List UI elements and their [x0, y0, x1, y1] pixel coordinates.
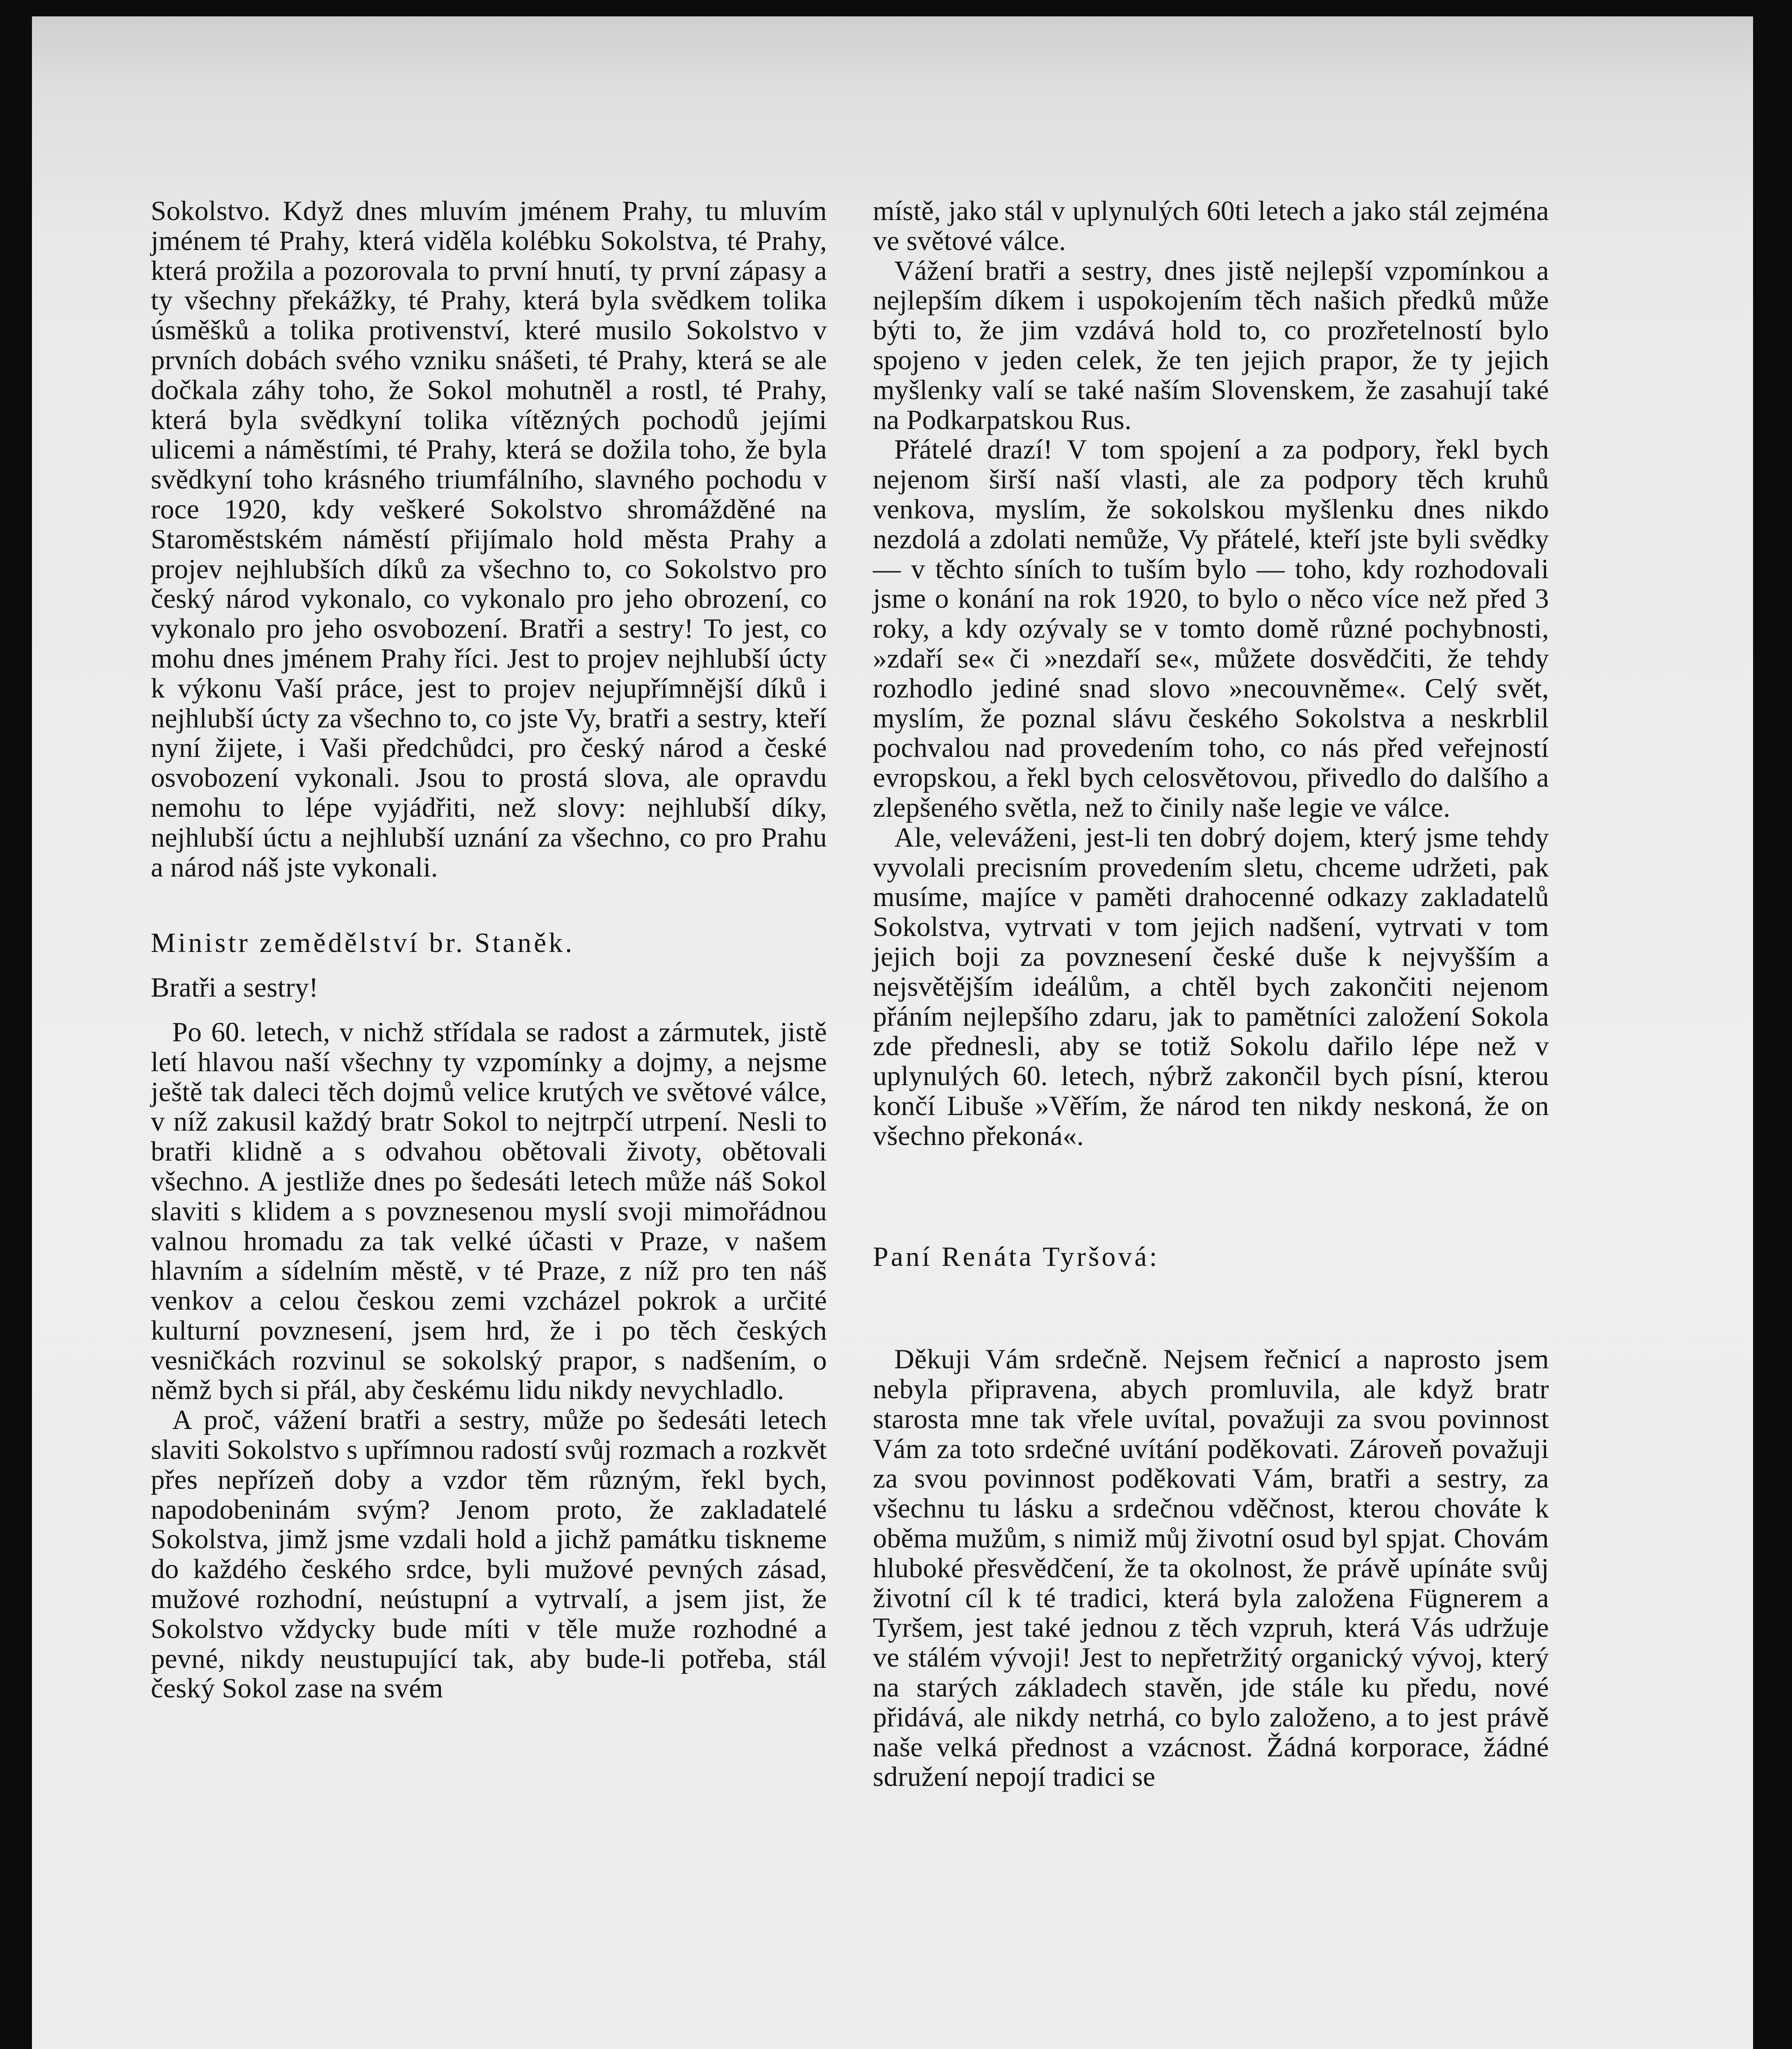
- paragraph: Děkuji Vám srdečně. Nejsem řečnicí a naprosto jsem nebyla připravena, abych promluvila, ale když bratr starosta mne tak vřele uvítal, považuji za svou povinnost Vám za toto srdečné uvítání poděkovati. Zároveň považuji za svou povinnost poděkovati Vám, bratři a sestry, za všechnu tu lásku a srdečnou vděčnost, kterou chováte k oběma mužům, s nimiž můj životní osud byl spjat. Chovám hluboké přesvědčení, že ta okolnost, že právě upínáte svůj životní cíl k té tradici, která byla založena Fügnerem a Tyršem, jest také jednou z těch vzpruh, která Vás udržuje ve stálém vývoji! Jest to nepřetržitý organický vývoj, který na starých základech stavěn, jde stále ku předu, nové přidává, ale nikdy netrhá, co bylo založeno, a to jest právě naše velká přednost a vzácnost. Žádná korporace, žádné sdružení nepojí tradici se: [873, 1343, 1549, 1792]
- right-column: [873, 196, 1549, 1792]
- section-heading: Ministr zemědělství br. Staněk.: [151, 927, 575, 959]
- paragraph: Vážení bratři a sestry, dnes jistě nejlepší vzpomínkou a nejlepším díkem i uspokojením těch našich předků může býti to, že jim vzdává hold to, co prozřetelností bylo spojeno v jeden celek, že ten jejich prapor, že ty jejich myšlenky valí se také naším Slovenskem, že zasahují také na Podkarpatskou Rus.: [873, 254, 1549, 435]
- paragraph: Sokolstvo. Když dnes mluvím jménem Prahy, tu mluvím jménem té Prahy, která viděla kolébku Sokolstva, té Prahy, která prožila a pozorovala to první hnutí, ty první zápasy a ty všechny překážky, té Prahy, která byla svědkem tolika úsměšků a tolika protivenství, které musilo Sokolstvo v prvních dobách svého vzniku snášeti, té Prahy, která se ale dočkala záhy toho, že Sokol mohutněl a rostl, té Prahy, která byla svědkyní tolika vítězných pochodů jejími ulicemi a náměstími, té Prahy, která se dožila toho, že byla svědkyní toho krásného triumfálního, slavného pochodu v roce 1920, kdy veškeré Sokolstvo shromážděné na Staroměstském náměstí přijímalo hold města Prahy a projev nejhlubších díků za všechno to, co Sokolstvo pro český národ vykonalo, co vykonalo pro jeho obrození, co vykonalo pro jeho osvobození. Bratři a sestry! To jest, co mohu dnes jménem Prahy říci. Jest to projev nejhlubší úcty k výkonu Vaší práce, jest to projev nejupřímnější díků i nejhlubší úcty za všechno to, co jste Vy, bratři a sestry, kteří nyní žijete, i Vaši předchůdci, pro český národ a české osvobození vykonali. Jsou to prostá slova, ale opravdu nemohu to lépe vyjádřiti, než slovy: nejhlubší díky, nejhlubší úctu a nejhlubší uznání za všechno, co pro Prahu a národ náš jste vykonali.: [151, 195, 827, 883]
- section-heading: Paní Renáta Tyršová:: [873, 1240, 1160, 1272]
- book-page: [32, 16, 1753, 2049]
- paragraph: Ale, veleváženi, jest-li ten dobrý dojem, který jsme tehdy vyvolali precisním provedením sletu, chceme udržeti, pak musíme, majíce v paměti drahocenné odkazy zakladatelů Sokolstva, vytrvati v tom jejich nadšení, vytrvati v tom jejich boji za povznesení české duše k nejvyšším a nejsvětějším ideálům, a chtěl bych zakončiti nejenom přáním nejlepšího zdaru, jak to pamětníci založení Sokola zde přednesli, aby se totiž Sokolu dařilo lépe než v uplynulých 60. letech, nýbrž zakončil bych písní, kterou končí Libuše »Věřím, že národ ten nikdy neskoná, že on všechno překoná«.: [873, 821, 1549, 1151]
- paragraph: místě, jako stál v uplynulých 60ti letech a jako stál zejména ve světové válce.: [873, 195, 1549, 256]
- paragraph: Po 60. letech, v nichž střídala se radost a zármutek, jistě letí hlavou naší všechny ty vzpomínky a dojmy, a nejsme ještě tak daleci těch dojmů velice krutých ve světové válce, v níž zakusil každý bratr Sokol to nejtrpčí utrpení. Nesli to bratři klidně a s odvahou obětovali životy, obětovali všechno. A jestliže dnes po šedesáti letech může náš Sokol slaviti s klidem a s povznesenou myslí svoji mimořádnou valnou hromadu za tak velké účasti v Praze, v našem hlavním a sídelním městě, v té Praze, z níž pro ten náš venkov a celou českou zemi vzcházel pokrok a určité kulturní povznesení, jsem hrd, že i po těch českých vesničkách rozvinul se sokolský prapor, s nadšením, o němž bych si přál, aby českému lidu nikdy nevychladlo.: [151, 1016, 827, 1406]
- left-column: [151, 196, 827, 1703]
- salutation: Bratři a sestry!: [151, 972, 318, 1003]
- paragraph: Přátelé drazí! V tom spojení a za podpory, řekl bych nejenom širší naší vlasti, ale za podpory těch kruhů venkova, myslím, že sokolskou myšlenku dnes nikdo nezdolá a zdolati nemůže, Vy přátelé, kteří jste byli svědky — v těchto síních to tuším bylo — toho, kdy rozhodovali jsme o konání na rok 1920, to bylo o něco více než před 3 roky, a kdy ozývaly se v tomto domě různé pochybnosti, »zdaří se« či »nezdaří se«, můžete dosvědčiti, že tehdy rozhodlo jediné snad slovo »necouvněme«. Celý svět, myslím, že poznal slávu českého Sokolstva a neskrblil pochvalou nad provedením toho, co nás před veřejností evropskou, a řekl bych celosvětovou, přivedlo do dalšího a zlepšeného světla, než to činily naše legie ve válce.: [873, 434, 1549, 823]
- paragraph: A proč, vážení bratři a sestry, může po šedesáti letech slaviti Sokolstvo s upřímnou radostí svůj rozmach a rozkvět přes nepřízeň doby a vzdor těm různým, řekl bych, napodobeninám svým? Jenom proto, že zakladatelé Sokolstva, jimž jsme vzdali hold a jichž památku tiskneme do každého českého srdce, byli mužové pevných zásad, mužové rozhodní, neústupní a vytrvalí, a jsem jist, že Sokolstvo vždycky bude míti v těle muže rozhodné a pevné, nikdy neustupující tak, aby bude-li potřeba, stál český Sokol zase na svém: [151, 1404, 827, 1704]
